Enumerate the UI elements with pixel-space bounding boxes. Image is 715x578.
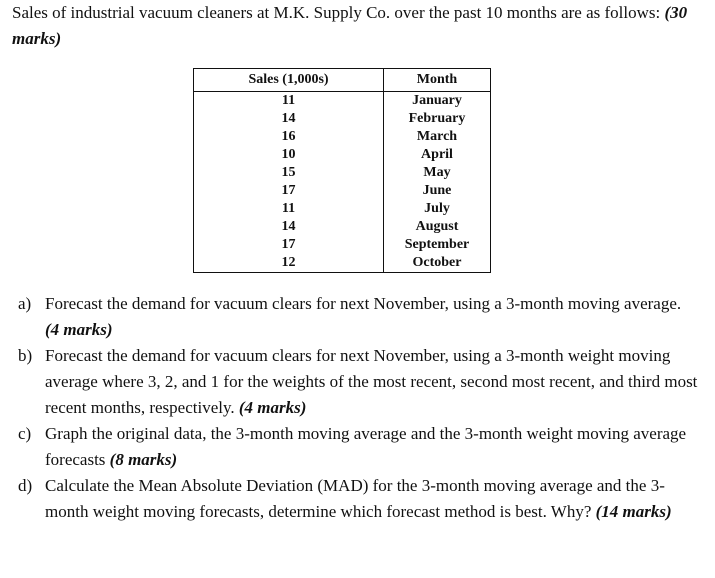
- header-sales: Sales (1,000s): [194, 69, 384, 92]
- sales-cell: 11: [194, 92, 384, 111]
- month-cell: September: [384, 236, 491, 254]
- question-text: Forecast the demand for vacuum clears for next November, using a 3-month moving average.: [45, 294, 682, 313]
- question-d: [18, 473, 698, 525]
- question-letter: a): [18, 294, 32, 313]
- month-cell: July: [384, 200, 491, 218]
- table-row: [194, 218, 491, 236]
- month-cell: August: [384, 218, 491, 236]
- question-marks: (4 marks): [238, 398, 307, 417]
- sales-cell: 14: [194, 218, 384, 236]
- sales-cell: 16: [194, 128, 384, 146]
- question-body: [45, 421, 698, 473]
- question-marks: (8 marks): [109, 450, 178, 469]
- question-body: [45, 343, 698, 421]
- question-letter: d): [18, 476, 33, 495]
- month-cell: April: [384, 146, 491, 164]
- month-cell: January: [384, 92, 491, 111]
- table-row: [194, 164, 491, 182]
- sales-cell: 17: [194, 236, 384, 254]
- sales-cell: 10: [194, 146, 384, 164]
- question-a: [18, 291, 698, 343]
- month-cell: October: [384, 254, 491, 273]
- sales-cell: 14: [194, 110, 384, 128]
- sales-cell: 15: [194, 164, 384, 182]
- question-body: [45, 291, 698, 343]
- sales-table: [193, 68, 491, 273]
- table-row: [194, 236, 491, 254]
- month-cell: June: [384, 182, 491, 200]
- question-letter: b): [18, 346, 33, 365]
- month-cell: March: [384, 128, 491, 146]
- table-header-row: [194, 69, 491, 92]
- question-text: Graph the original data, the 3-month moving average and the 3-month weight moving average forecasts: [45, 424, 687, 469]
- table-row: [194, 110, 491, 128]
- question-letter: c): [18, 424, 32, 443]
- table-row: [194, 182, 491, 200]
- sales-cell: 12: [194, 254, 384, 273]
- question-c: [18, 421, 698, 473]
- intro-text: Sales of industrial vacuum cleaners at M.K. Supply Co. over the past 10 months are as follows:: [12, 3, 665, 22]
- table-row: [194, 254, 491, 273]
- table-row: [194, 200, 491, 218]
- header-month: Month: [384, 69, 491, 92]
- question-marks: (14 marks): [595, 502, 672, 521]
- intro-marks: (30 marks): [12, 3, 688, 48]
- question-b: [18, 343, 698, 421]
- intro-paragraph: [12, 0, 702, 52]
- table-row: [194, 146, 491, 164]
- sales-cell: 17: [194, 182, 384, 200]
- question-body: [45, 473, 698, 525]
- question-list: [18, 291, 698, 525]
- table-row: [194, 128, 491, 146]
- question-text: Forecast the demand for vacuum clears for next November, using a 3-month weight moving average where 3, 2, and 1 for the weights of the most recent, second most recent, and third most recent months, respectively.: [45, 346, 698, 417]
- month-cell: May: [384, 164, 491, 182]
- table-row: [194, 92, 491, 111]
- sales-cell: 11: [194, 200, 384, 218]
- question-marks: (4 marks): [45, 320, 113, 339]
- month-cell: February: [384, 110, 491, 128]
- question-text: Calculate the Mean Absolute Deviation (MAD) for the 3-month moving average and the 3-month weight moving forecasts, determine which forecast method is best. Why?: [45, 476, 665, 521]
